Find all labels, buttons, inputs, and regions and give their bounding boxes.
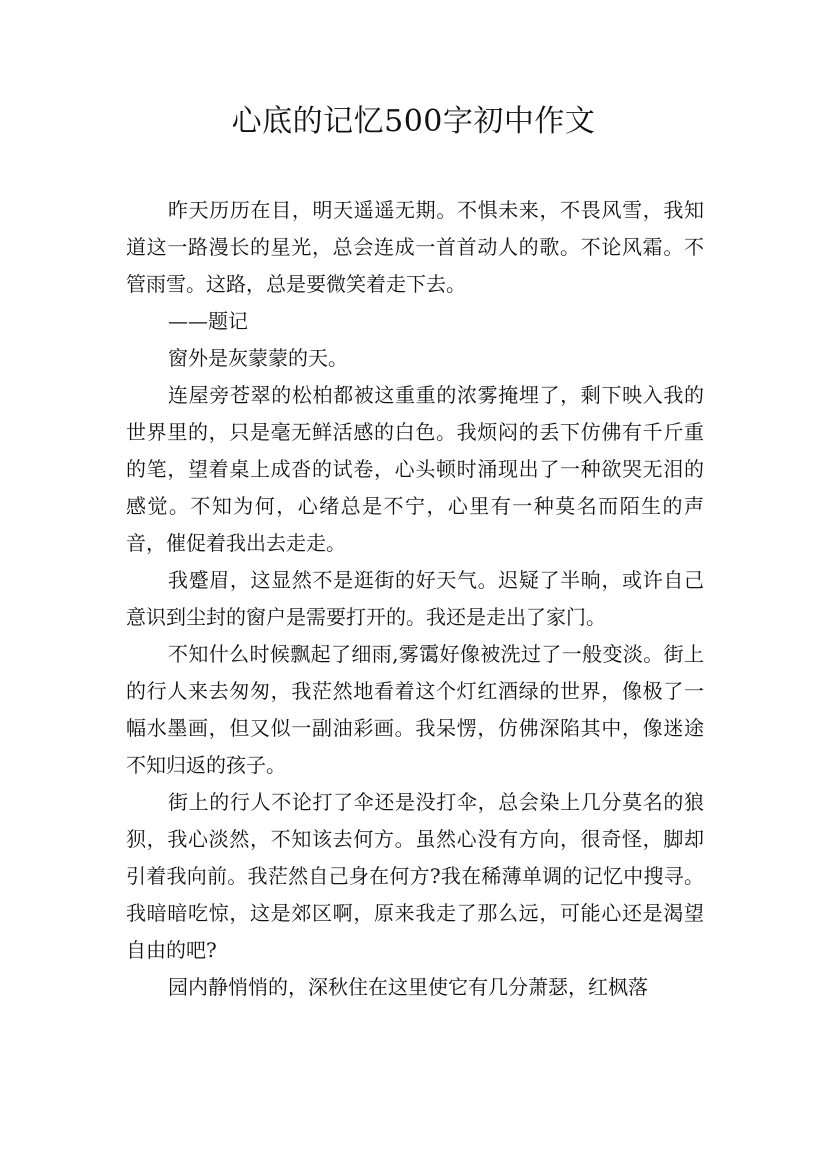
paragraph-epigraph-attribution: ——题记 [168,309,248,333]
paragraph: 我蹙眉，这显然不是逛街的好天气。迟疑了半晌，或许自己意识到尘封的窗户是需要打开的。我还是走出了家门。 [126,568,704,629]
paragraph: 街上的行人不论打了伞还是没打伞，总会染上几分莫名的狼狈，我心淡然，不知该去何方。虽然心没有方向，很奇怪，脚却引着我向前。我茫然自己身在何方?我在稀薄单调的记忆中搜寻。我暗暗吃惊，这是郊区啊，原来我走了那么远，可能心还是渴望自由的吧? [126,790,704,962]
paragraph: 园内静悄悄的，深秋住在这里使它有几分萧瑟，红枫落 [168,975,648,999]
page-title: 心底的记忆500字初中作文 [231,104,596,139]
paragraph: 连屋旁苍翠的松柏都被这重重的浓雾掩埋了，剩下映入我的世界里的，只是毫无鲜活感的白色。我烦闷的丢下仿佛有千斤重的笔，望着桌上成沓的试卷，心头顿时涌现出了一种欲哭无泪的感觉。不知为何，心绪总是不宁，心里有一种莫名而陌生的声音，催促着我出去走走。 [126,383,704,555]
paragraph: 不知什么时候飘起了细雨,雾霭好像被洗过了一般变淡。街上的行人来去匆匆，我茫然地看着这个灯红酒绿的世界，像极了一幅水墨画，但又似一副油彩画。我呆愣，仿佛深陷其中，像迷途不知归返的孩子。 [126,642,704,777]
paragraph-epigraph: 昨天历历在目，明天遥遥无期。不惧未来，不畏风雪，我知道这一路漫长的星光，总会连成一首首动人的歌。不论风霜。不管雨雪。这路，总是要微笑着走下去。 [126,198,704,296]
paragraph: 窗外是灰蒙蒙的天。 [168,346,348,370]
article-body [126,192,704,1006]
